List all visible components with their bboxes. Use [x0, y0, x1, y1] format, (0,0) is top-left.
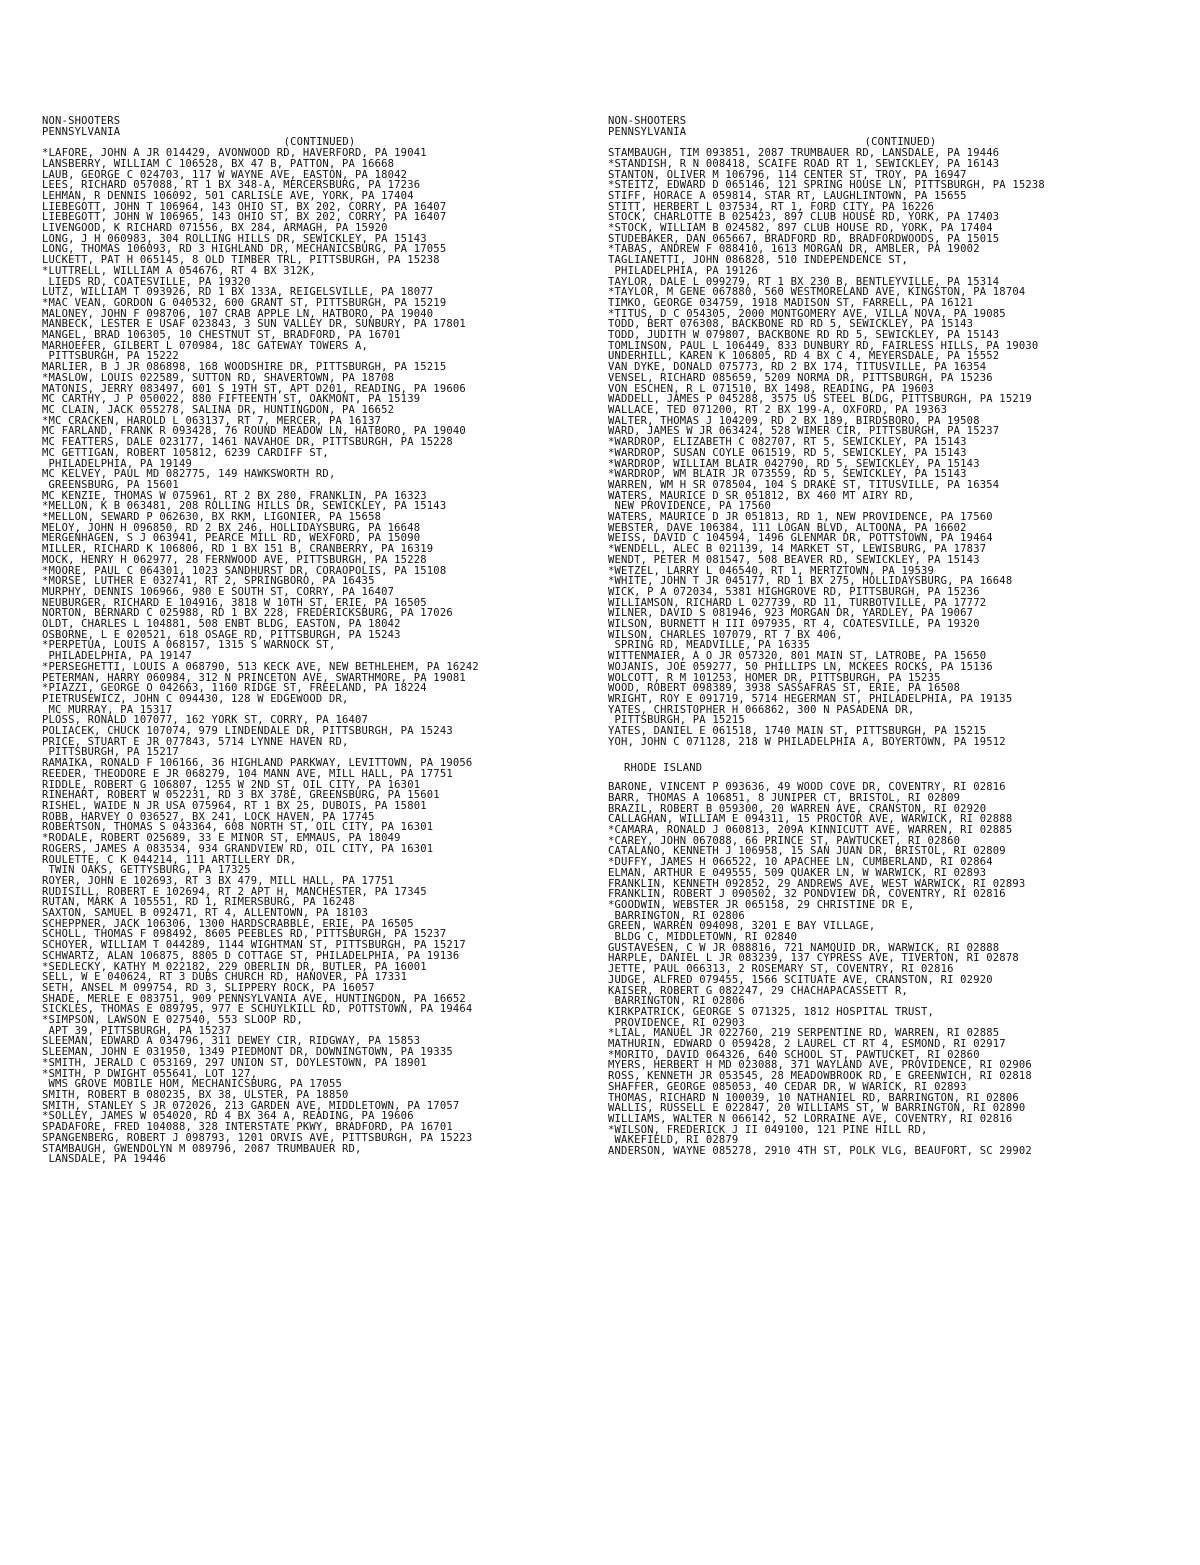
list-item: WARD, JAMES W JR 063424, 528 WIMER CIR, PITTSBURGH, PA 15237	[608, 425, 1000, 438]
left-state: PENNSYLVANIA	[42, 125, 121, 138]
list-item: *MASLOW, LOUIS 022589, SUTTON RD, SHAVERTOWN, PA 18708	[42, 371, 395, 384]
list-item: ROGERS, JAMES A 083534, 934 GRANDVIEW RD, OIL CITY, PA 16301	[42, 842, 434, 855]
list-item: *MORITO, DAVID 064326, 640 SCHOOL ST, PAWTUCKET, RI 02860	[608, 1048, 980, 1061]
list-item: WALLIS, RUSSELL E 022847, 20 WILLIAMS ST, W BARRINGTON, RI 02890	[608, 1102, 1026, 1115]
list-item: MC FARLAND, FRANK R 093428, 76 ROUND MEADOW LN, HATBORO, PA 19040	[42, 425, 466, 438]
list-item: MOCK, HENRY H 062977, 28 FERNWOOD AVE, PITTSBURGH, PA 15228	[42, 553, 427, 566]
list-item: VENSEL, RICHARD 085659, 5209 NORMA DR, PITTSBURGH, PA 15236	[608, 371, 993, 384]
list-item: SELL, W E 040624, RT 3 DUBS CHURCH RD, HANOVER, PA 17331	[42, 971, 408, 984]
list-item: SCHOLL, THOMAS F 098492, 8605 PEEBLES RD, PITTSBURGH, PA 15237	[42, 928, 447, 941]
list-item: MELOY, JOHN H 096850, RD 2 BX 246, HOLLIDAYSBURG, PA 16648	[42, 521, 421, 534]
list-item: LUTZ, WILLIAM T 093926, RD 1 BX 133A, REIGELSVILLE, PA 18077	[42, 286, 434, 299]
list-item: LUCKETT, PAT H 065145, 8 OLD TIMBER TRL, PITTSBURGH, PA 15238	[42, 254, 440, 267]
list-item: SETH, ANSEL M 099754, RD 3, SLIPPERY ROCK, PA 16057	[42, 981, 375, 994]
list-item: RIDDLE, ROBERT G 106807, 1255 W 2ND ST, OIL CITY, PA 16301	[42, 778, 421, 791]
list-item: MANGEL, BRAD 106305, 10 CHESTNUT ST, BRADFORD, PA 16701	[42, 329, 401, 342]
list-item: *WHITE, JOHN T JR 045177, RD 1 BX 275, HOLLIDAYSBURG, PA 16648	[608, 575, 1013, 588]
list-item: WRIGHT, ROY E 091719, 5714 HEGERMAN ST, PHILADELPHIA, PA 19135	[608, 692, 1013, 705]
list-item: *WARDROP, WM BLAIR JR 073559, RD 5, SEWICKLEY, PA 15143	[608, 468, 967, 481]
list-item: VON ESCHEN, R L 071510, BX 1498, READING, PA 19603	[608, 382, 935, 395]
list-item: GUSTAVESEN, C W JR 088816, 721 NAMQUID DR, WARWICK, RI 02888	[608, 941, 1000, 954]
list-item: HARPLE, DANIEL L JR 083239, 137 CYPRESS AVE, TIVERTON, RI 02878	[608, 952, 1019, 965]
list-item: PROVIDENCE, RI 02903	[608, 1016, 745, 1029]
list-item: *SIMPSON, LAWSON E 027540, 553 SLOOP RD,	[42, 1014, 303, 1027]
list-item: ROSS, KENNETH JR 053545, 28 MEADOWBROOK RD, E GREENWICH, RI 02818	[608, 1070, 1032, 1083]
list-item: SAXTON, SAMUEL B 092471, RT 4, ALLENTOWN, PA 18103	[42, 907, 369, 920]
list-item: WADDELL, JAMES P 045288, 3575 US STEEL BLDG, PITTSBURGH, PA 15219	[608, 393, 1032, 406]
list-item: TOMLINSON, PAUL L 106449, 833 DUNBURY RD, FAIRLESS HILLS, PA 19030	[608, 339, 1039, 352]
list-item: BARR, THOMAS A 106851, 8 JUNIPER CT, BRISTOL, RI 02809	[608, 791, 961, 804]
list-item: JETTE, PAUL 066313, 2 ROSEMARY ST, COVENTRY, RI 02816	[608, 963, 954, 976]
list-item: *LUTTRELL, WILLIAM A 054676, RT 4 BX 312K,	[42, 264, 316, 277]
list-item: WALTER, THOMAS J 104209, RD 2 BX 189, BIRDSBORO, PA 19508	[608, 414, 980, 427]
list-item: LIEBEGOTT, JOHN T 106964, 143 OHIO ST, BX 202, CORRY, PA 16407	[42, 200, 447, 213]
list-item: SLEEMAN, JOHN E 031950, 1349 PIEDMONT DR, DOWNINGTOWN, PA 19335	[42, 1046, 453, 1059]
list-item: *LIAL, MANUEL JR 022760, 219 SERPENTINE RD, WARREN, RI 02885	[608, 1027, 1000, 1040]
list-item: *MOORE, PAUL C 064301, 1023 SANDHURST DR, CORAOPOLIS, PA 15108	[42, 564, 447, 577]
list-item: MILLER, RICHARD K 106806, RD 1 BX 151 B, CRANBERRY, PA 16319	[42, 543, 434, 556]
list-item: PHILADELPHIA, PA 19149	[42, 457, 192, 470]
list-item: TWIN OAKS, GETTYSBURG, PA 17325	[42, 864, 251, 877]
list-item: MANBECK, LESTER E USAF 023843, 3 SUN VALLEY DR, SUNBURY, PA 17801	[42, 318, 466, 331]
list-item: *TAYLOR, M GENE 067880, 560 WESTMORELAND AVE, KINGSTON, PA 18704	[608, 286, 1026, 299]
list-item: *WARDROP, ELIZABETH C 082707, RT 5, SEWICKLEY, PA 15143	[608, 436, 967, 449]
list-item: SICKLES, THOMAS E 089795, 977 E SCHUYLKILL RD, POTTSTOWN, PA 19464	[42, 1003, 473, 1016]
list-item: *LAFORE, JOHN A JR 014429, AVONWOOD RD, HAVERFORD, PA 19041	[42, 147, 427, 160]
list-item: SCHEPPNER, JACK 106306, 1300 HARDSCRABBLE, ERIE, PA 16505	[42, 917, 414, 930]
list-item: LIEDS RD, COATESVILLE, PA 19320	[42, 275, 251, 288]
list-item: GREEN, WARREN 094098, 3201 E BAY VILLAGE,	[608, 920, 876, 933]
list-item: LANSBERRY, WILLIAM C 106528, BX 47 B, PATTON, PA 16668	[42, 157, 395, 170]
list-item: SCHOYER, WILLIAM T 044289, 1144 WIGHTMAN ST, PITTSBURGH, PA 15217	[42, 939, 466, 952]
list-item: STAMBAUGH, GWENDOLYN M 089796, 2087 TRUMBAUER RD,	[42, 1142, 362, 1155]
list-item: RAMAIKA, RONALD F 106166, 36 HIGHLAND PARKWAY, LEVITTOWN, PA 19056	[42, 757, 473, 770]
list-item: *SMITH, P DWIGHT 055641, LOT 127,	[42, 1067, 258, 1080]
list-item: RUDISILL, ROBERT E 102694, RT 2 APT H, MANCHESTER, PA 17345	[42, 885, 427, 898]
list-item: KAISER, ROBERT G 082247, 29 CHACHAPACASSETT R,	[608, 984, 908, 997]
list-item: MC FEATTERS, DALE 023177, 1461 NAVAHOE DR, PITTSBURGH, PA 15228	[42, 436, 453, 449]
list-item: GREENSBURG, PA 15601	[42, 478, 179, 491]
list-item: THOMAS, RICHARD N 100039, 10 NATHANIEL RD, BARRINGTON, RI 02806	[608, 1091, 1019, 1104]
list-item: BARRINGTON, RI 02806	[608, 995, 745, 1008]
list-item: RISHEL, WAIDE N JR USA 075964, RT 1 BX 25, DUBOIS, PA 15801	[42, 800, 427, 812]
right-entry-list	[608, 148, 1193, 747]
list-item: ROBB, HARVEY O 036527, BX 241, LOCK HAVEN, PA 17745	[42, 810, 375, 823]
list-item: WEISS, DAVID C 104594, 1496 GLENMAR DR, POTTSTOWN, PA 19464	[608, 532, 993, 545]
list-item: *WETZEL, LARRY L 046540, RT 1, MERTZTOWN, PA 19539	[608, 564, 935, 577]
list-item: WILSON, CHARLES 107079, RT 7 BX 406,	[608, 628, 843, 641]
list-item: RINEHART, ROBERT W 052231, RD 3 BX 378E, GREENSBURG, PA 15601	[42, 789, 440, 802]
list-item: SPANGENBERG, ROBERT J 098793, 1201 ORVIS AVE, PITTSBURGH, PA 15223	[42, 1131, 473, 1144]
list-item: NEUBURGER, RICHARD E 104916, 3818 W 10TH ST, ERIE, PA 16505	[42, 596, 427, 609]
right-continued: (CONTINUED)	[864, 136, 937, 149]
list-item: PLOSS, RONALD 107077, 162 YORK ST, CORRY, PA 16407	[42, 714, 369, 727]
list-item: STITT, HERBERT L 037534, RT 1, FORD CITY, PA 16226	[608, 200, 935, 213]
list-item: WATERS, MAURICE D JR 051813, RD 1, NEW PROVIDENCE, PA 17560	[608, 511, 993, 524]
list-item: TODD, JUDITH W 079807, BACKBONE RD RD 5, SEWICKLEY, PA 15143	[608, 329, 1000, 342]
list-item: YATES, CHRISTOPHER H 066862, 300 N PASADENA DR,	[608, 703, 915, 716]
list-item: PETERMAN, HARRY 060984, 312 N PRINCETON AVE, SWARTHMORE, PA 19081	[42, 671, 466, 684]
list-item: PITTSBURGH, PA 15217	[42, 746, 179, 759]
list-item: RUTAN, MARK A 105551, RD 1, RIMERSBURG, PA 16248	[42, 896, 356, 909]
right-state: PENNSYLVANIA	[608, 125, 687, 138]
list-item: SLEEMAN, EDWARD A 034796, 311 DEWEY CIR, RIDGWAY, PA 15853	[42, 1035, 421, 1048]
list-item: *MC CRACKEN, HAROLD L 063137, RT 7, MERCER, PA 16137	[42, 414, 382, 427]
list-item: UNDERHILL, KAREN K 106805, RD 4 BX C 4, MEYERSDALE, PA 15552	[608, 350, 1000, 363]
list-item: YOH, JOHN C 071128, 218 W PHILADELPHIA A, BOYERTOWN, PA 19512	[608, 735, 1006, 748]
list-item: CATALANO, KENNETH J 106958, 15 SAN JUAN DR, BRISTOL, RI 02809	[608, 845, 1006, 858]
list-item: MATHURIN, EDWARD O 059428, 2 LAUREL CT RT 4, ESMOND, RI 02917	[608, 1038, 1006, 1051]
list-item: *DUFFY, JAMES H 066522, 10 APACHEE LN, CUMBERLAND, RI 02864	[608, 856, 993, 869]
list-item: WOOD, ROBERT 098389, 3938 SASSAFRAS ST, ERIE, PA 16508	[608, 682, 961, 695]
list-item: BARONE, VINCENT P 093636, 49 WOOD COVE DR, COVENTRY, RI 02816	[608, 781, 1006, 794]
list-item: TAYLOR, DALE L 099279, RT 1 BX 230 B, BENTLEYVILLE, PA 15314	[608, 275, 1000, 288]
list-item: YATES, DANIEL E 061518, 1740 MAIN ST, PITTSBURGH, PA 15215	[608, 725, 987, 738]
list-item: MALONEY, JOHN F 098706, 107 CRAB APPLE LN, HATBORO, PA 19040	[42, 307, 434, 320]
list-item: WICK, P A 072034, 5381 HIGHGROVE RD, PITTSBURGH, PA 15236	[608, 585, 980, 598]
list-item: WEBSTER, DAVE 106384, 111 LOGAN BLVD, ALTOONA, PA 16602	[608, 521, 967, 534]
list-item: OSBORNE, L E 020521, 618 OSAGE RD, PITTSBURGH, PA 15243	[42, 628, 401, 641]
list-item: PHILADELPHIA, PA 19126	[608, 264, 758, 277]
list-item: JUDGE, ALFRED 079455, 1566 SCITUATE AVE, CRANSTON, RI 02920	[608, 973, 993, 986]
list-item: BARRINGTON, RI 02806	[608, 909, 745, 922]
list-item: *PERPETUA, LOUIS A 068157, 1315 S WARNOCK ST,	[42, 639, 336, 652]
list-item: CALLAGHAN, WILLIAM E 094311, 15 PROCTOR AVE, WARWICK, RI 02888	[608, 813, 1013, 826]
list-item: WILNER, DAVID S 081946, 923 MORGAN DR, YARDLEY, PA 19067	[608, 607, 974, 620]
list-item: *WENDELL, ALEC B 021139, 14 MARKET ST, LEWISBURG, PA 17837	[608, 543, 987, 556]
list-item: *CAREY, JOHN 067088, 66 PRINCE ST, PAWTUCKET, RI 02860	[608, 834, 961, 847]
list-item: *PERSEGHETTI, LOUIS A 068790, 513 KECK AVE, NEW BETHLEHEM, PA 16242	[42, 660, 479, 673]
list-item: STANTON, OLIVER M 106796, 114 CENTER ST, TROY, PA 16947	[608, 168, 967, 181]
list-item: *TABAS, ANDREW F 088410, 1613 MORGAN DR, AMBLER, PA 19002	[608, 243, 980, 256]
list-item: MERGENHAGEN, S J 063941, PEARCE MILL RD, WEXFORD, PA 15090	[42, 532, 421, 545]
list-item: LAUB, GEORGE C 024703, 117 W WAYNE AVE, EASTON, PA 18042	[42, 168, 408, 181]
list-item: WALLACE, TED 071200, RT 2 BX 199-A, OXFORD, PA 19363	[608, 403, 948, 416]
left-column	[42, 116, 597, 1165]
list-item: *PIAZZI, GEORGE O 042663, 1160 RIDGE ST, FREELAND, PA 18224	[42, 682, 427, 695]
list-item: SHADE, MERLE E 083751, 909 PENNSYLVANIA AVE, HUNTINGDON, PA 16652	[42, 992, 466, 1005]
list-item: *WILSON, FREDERICK J II 049100, 121 PINE HILL RD,	[608, 1123, 928, 1136]
list-item: *STANDISH, R N 008418, SCAIFE ROAD RT 1, SEWICKLEY, PA 16143	[608, 157, 1000, 170]
list-item: STAMBAUGH, TIM 093851, 2087 TRUMBAUER RD, LANSDALE, PA 19446	[608, 147, 1000, 160]
list-item: LEHMAN, R DENNIS 106092, 501 CARLISLE AVE, YORK, PA 17404	[42, 189, 414, 202]
left-heading: NON-SHOOTERS	[42, 115, 121, 127]
list-item: *CAMARA, RONALD J 060813, 209A KINNICUTT AVE, WARREN, RI 02885	[608, 824, 1013, 836]
list-item: WARREN, WM H SR 078504, 104 S DRAKE ST, TITUSVILLE, PA 16354	[608, 478, 1000, 491]
list-item: WATERS, MAURICE D SR 051812, BX 460 MT AIRY RD,	[608, 489, 915, 502]
list-item: MATONIS, JERRY 083497, 601 S 19TH ST, APT D201, READING, PA 19606	[42, 382, 466, 395]
list-item: TIMKO, GEORGE 034759, 1918 MADISON ST, FARRELL, PA 16121	[608, 296, 974, 309]
list-item: SPRING RD, MEADVILLE, PA 16335	[608, 639, 811, 652]
list-item: LEES, RICHARD 057088, RT 1 BX 348-A, MERCERSBURG, PA 17236	[42, 179, 421, 192]
list-item: ANDERSON, WAYNE 085278, 2910 4TH ST, POLK VLG, BEAUFORT, SC 29902	[608, 1145, 1032, 1158]
list-item: BRAZIL, ROBERT B 059300, 20 WARREN AVE, CRANSTON, RI 02920	[608, 802, 987, 815]
list-item: REEDER, THEODORE E JR 068279, 104 MANN AVE, MILL HALL, PA 17751	[42, 767, 453, 780]
list-item: PIETRUSEWICZ, JOHN C 094430, 128 W EDGEWOOD DR,	[42, 692, 349, 705]
list-item: LANSDALE, PA 19446	[42, 1153, 166, 1166]
list-item: *STOCK, WILLIAM B 024582, 897 CLUB HOUSE RD, YORK, PA 17404	[608, 222, 993, 235]
list-item: WAKEFIELD, RI 02879	[608, 1134, 739, 1147]
list-item: LIVENGOOD, K RICHARD 071556, BX 284, ARMAGH, PA 15920	[42, 222, 388, 235]
list-item: ROBERTSON, THOMAS S 043364, 608 NORTH ST, OIL CITY, PA 16301	[42, 821, 434, 834]
list-item: SPADAFORE, FRED 104088, 328 INTERSTATE PKWY, BRADFORD, PA 16701	[42, 1121, 453, 1134]
list-item: ROYER, JOHN E 102693, RT 3 BX 479, MILL HALL, PA 17751	[42, 874, 395, 887]
list-item: *MELLON, K B 063481, 208 ROLLING HILLS DR, SEWICKLEY, PA 15143	[42, 500, 447, 513]
list-item: PRICE, STUART E JR 077843, 5714 LYNNE HAVEN RD,	[42, 735, 349, 748]
list-item: LIEBEGOTT, JOHN W 106965, 143 OHIO ST, BX 202, CORRY, PA 16407	[42, 211, 447, 224]
list-item: SHAFFER, GEORGE 085053, 40 CEDAR DR, W WARICK, RI 02893	[608, 1080, 967, 1093]
list-item: KIRKPATRICK, GEORGE S 071325, 1812 HOSPITAL TRUST,	[608, 1005, 935, 1018]
list-item: FRANKLIN, ROBERT J 090502, 32 PONDVIEW DR, COVENTRY, RI 02816	[608, 888, 1006, 901]
list-item: WMS GROVE MOBILE HOM, MECHANICSBURG, PA 17055	[42, 1078, 342, 1091]
list-item: ELMAN, ARTHUR E 049555, 509 QUAKER LN, W WARWICK, RI 02893	[608, 866, 987, 879]
list-item: WOJANIS, JOE 059277, 50 PHILLIPS LN, MCKEES ROCKS, PA 15136	[608, 660, 993, 673]
rhode-island-section-title: RHODE ISLAND	[624, 762, 703, 775]
list-item: *SEDLECKY, KATHY M 022182, 229 OBERLIN DR, BUTLER, PA 16001	[42, 960, 427, 973]
list-item: STIFF, HORACE A 059814, STAR RT, LAUGHLINTOWN, PA 15655	[608, 189, 967, 202]
list-item: MC CARTHY, J P 050022, 880 FIFTEENTH ST, OAKMONT, PA 15139	[42, 393, 421, 406]
right-heading: NON-SHOOTERS	[608, 115, 687, 127]
list-item: OLDT, CHARLES L 104881, 508 ENBT BLDG, EASTON, PA 18042	[42, 618, 401, 631]
list-item: STOCK, CHARLOTTE B 025423, 897 CLUB HOUSE RD, YORK, PA 17403	[608, 211, 1000, 224]
list-item: *TITUS, D C 054305, 2000 MONTGOMERY AVE, VILLA NOVA, PA 19085	[608, 307, 1006, 320]
right-column	[608, 116, 1193, 1157]
rhode-island-entry-list	[608, 782, 1193, 1157]
list-item: WENDT, PETER M 081547, 508 BEAVER RD, SEWICKLEY, PA 15143	[608, 553, 980, 566]
list-item: MC CLAIN, JACK 055278, SALINA DR, HUNTINGDON, PA 16652	[42, 403, 395, 416]
list-item: *MORSE, LUTHER E 032741, RT 2, SPRINGBORO, PA 16435	[42, 575, 375, 588]
list-item: TAGLIANETTI, JOHN 086828, 510 INDEPENDENCE ST,	[608, 254, 908, 267]
list-item: TODD, BERT 076308, BACKBONE RD RD 5, SEWICKLEY, PA 15143	[608, 318, 974, 331]
list-item: *GOODWIN, WEBSTER JR 065158, 29 CHRISTINE DR E,	[608, 898, 915, 911]
list-item: APT 39, PITTSBURGH, PA 15237	[42, 1024, 232, 1037]
list-item: NORTON, BERNARD C 025988, RD 1 BX 228, FREDERICKSBURG, PA 17026	[42, 607, 453, 620]
list-item: *MELLON, SEWARD P 062630, BX RKM, LIGONIER, PA 15658	[42, 511, 382, 524]
list-item: *WARDROP, SUSAN COYLE 061519, RD 5, SEWICKLEY, PA 15143	[608, 446, 967, 459]
list-item: MC MURRAY, PA 15317	[42, 703, 173, 716]
list-item: PHILADELPHIA, PA 19147	[42, 650, 192, 663]
list-item: *RODALE, ROBERT 025689, 33 E MINOR ST, EMMAUS, PA 18049	[42, 832, 401, 845]
list-item: ROULETTE, C K 044214, 111 ARTILLERY DR,	[42, 853, 297, 866]
list-item: SCHWARTZ, ALAN 106875, 8805 D COTTAGE ST, PHILADELPHIA, PA 19136	[42, 949, 460, 962]
list-item: FRANKLIN, KENNETH 092852, 29 ANDREWS AVE, WEST WARWICK, RI 02893	[608, 877, 1026, 890]
list-item: STUDEBAKER, DAN 065667, BRADFORD RD, BRADFORDWOODS, PA 15015	[608, 232, 1000, 245]
list-item: LONG, J H 060983, 304 ROLLING HILLS DR, SEWICKLEY, PA 15143	[42, 232, 427, 245]
list-item: *SOLLEY, JAMES W 054020, RD 4 BX 364 A, READING, PA 19606	[42, 1110, 414, 1123]
list-item: MC KELVEY, PAUL MD 082775, 149 HAWKSWORTH RD,	[42, 468, 336, 481]
left-entry-list	[42, 148, 597, 1165]
list-item: SMITH, ROBERT B 080235, BX 38, ULSTER, PA 18850	[42, 1088, 349, 1101]
list-item: SMITH, STANLEY S JR 072026, 213 GARDEN AVE, MIDDLETOWN, PA 17057	[42, 1099, 460, 1112]
list-item: WILSON, BURNETT H III 097935, RT 4, COATESVILLE, PA 19320	[608, 618, 980, 631]
list-item: VAN DYKE, DONALD 075773, RD 2 BX 174, TITUSVILLE, PA 16354	[608, 361, 987, 374]
list-item: *WARDROP, WILLIAM BLAIR 042790, RD 5, SEWICKLEY, PA 15143	[608, 457, 980, 470]
left-continued: (CONTINUED)	[283, 136, 356, 149]
list-item: LONG, THOMAS 106093, RD 3 HIGHLAND DR, MECHANICSBURG, PA 17055	[42, 243, 447, 256]
list-item: PITTSBURGH, PA 15222	[42, 350, 179, 363]
list-item: *MAC VEAN, GORDON G 040532, 600 GRANT ST, PITTSBURGH, PA 15219	[42, 296, 447, 309]
list-item: NEW PROVIDENCE, PA 17560	[608, 500, 772, 513]
list-item: WITTENMAIER, A O JR 057320, 801 MAIN ST, LATROBE, PA 15650	[608, 650, 987, 663]
list-item: PITTSBURGH, PA 15215	[608, 714, 745, 727]
list-item: POLIACEK, CHUCK 107074, 979 LINDENDALE DR, PITTSBURGH, PA 15243	[42, 725, 453, 738]
list-item: BLDG C, MIDDLETOWN, RI 02840	[608, 931, 798, 944]
list-item: MURPHY, DENNIS 106966, 980 E SOUTH ST, CORRY, PA 16407	[42, 585, 395, 598]
list-item: MARLIER, B J JR 086898, 168 WOODSHIRE DR, PITTSBURGH, PA 15215	[42, 361, 447, 374]
list-item: MYERS, HERBERT H MD 023088, 371 WAYLAND AVE, PROVIDENCE, RI 02906	[608, 1059, 1032, 1072]
list-item: MC KENZIE, THOMAS W 075961, RT 2 BX 280, FRANKLIN, PA 16323	[42, 489, 427, 502]
list-item: MC GETTIGAN, ROBERT 105812, 6239 CARDIFF ST,	[42, 446, 329, 459]
list-item: *STEITZ, EDWARD D 065146, 121 SPRING HOUSE LN, PITTSBURGH, PA 15238	[608, 179, 1045, 192]
list-item: WILLIAMSON, RICHARD L 027739, RD 11, TURBOTVILLE, PA 17772	[608, 596, 987, 609]
list-item: *SMITH, JERALD C 053169, 297 UNION ST, DOYLESTOWN, PA 18901	[42, 1056, 427, 1069]
list-item: WILLIAMS, WALTER N 066142, 52 LORRAINE AVE, COVENTRY, RI 02816	[608, 1112, 1013, 1125]
list-item: MARHOEFER, GILBERT L 070984, 18C GATEWAY TOWERS A,	[42, 339, 369, 352]
list-item: WOLCOTT, R M 101253, HOMER DR, PITTSBURGH, PA 15235	[608, 671, 941, 684]
